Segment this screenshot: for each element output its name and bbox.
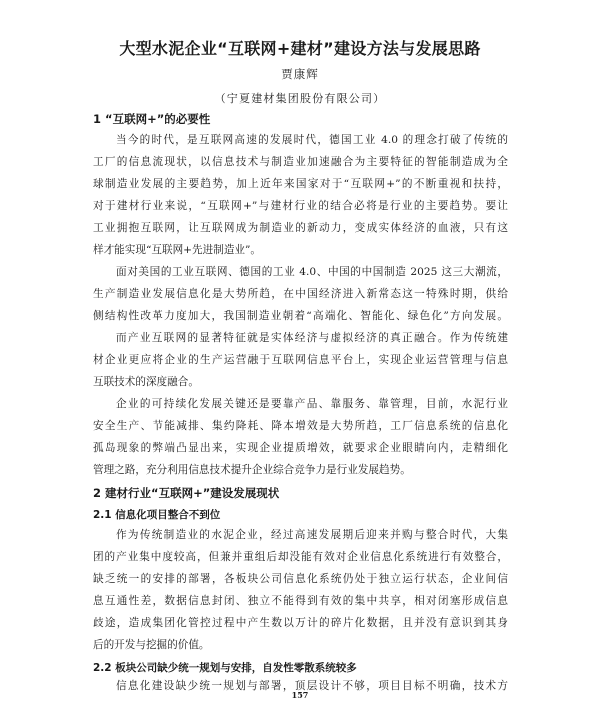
paragraph-line: 工业拥抱互联网，让互联网成为制造业的新动力，变成实体经济的血液，只有这 bbox=[93, 222, 508, 234]
subsection-2-2-heading: 2.2 板块公司缺少统一规划与安排，自发性零散系统较多 bbox=[93, 662, 357, 674]
paragraph-line: 作为传统制造业的水泥企业，经过高速发展期后迎来并购与整合时代，大集 bbox=[116, 529, 508, 541]
paragraph-line: 歧途，造成集团化管控过程中产生数以万计的碎片化数据，且并没有意识到其身 bbox=[93, 617, 508, 629]
paragraph-line: 信息化建设缺少统一规划与部署，顶层设计不够，项目目标不明确，技术方 bbox=[116, 680, 508, 692]
paragraph-line: 对于建材行业来说，“互联网+”与建材行业的结合必将是行业的主要趋势。要让 bbox=[93, 200, 508, 212]
paragraph-line: 管理之路，充分利用信息技术提升企业综合竞争力是行业发展趋势。 bbox=[93, 464, 411, 476]
paragraph-line: 侧结构性改革力度加大，我国制造业朝着“高端化、智能化、绿色化”方向发展。 bbox=[93, 310, 508, 322]
paragraph-line: 当今的时代，是互联网高速的发展时代，德国工业 4.0 的理念打破了传统的 bbox=[116, 134, 508, 146]
paragraph-line: 后的开发与挖掘的价值。 bbox=[93, 639, 210, 651]
paragraph-line: 而产业互联网的显著特征就是实体经济与虚拟经济的真正融合。作为传统建 bbox=[116, 332, 508, 344]
paragraph-line: 样才能实现“互联网+先进制造业”。 bbox=[93, 244, 262, 256]
paragraph-line: 面对美国的工业互联网、德国的工业 4.0、中国的中国制造 2025 这三大潮流， bbox=[116, 266, 508, 278]
paper-title: 大型水泥企业“互联网+建材”建设方法与发展思路 bbox=[119, 39, 481, 58]
paragraph-line: 安全生产、节能减排、集约降耗、降本增效是大势所趋，工厂信息系统的信息化 bbox=[93, 420, 508, 432]
section-1-heading: 1 “互联网+”的必要性 bbox=[93, 112, 211, 126]
paragraph-line: 缺乏统一的安排的部署，各板块公司信息化系统仍处于独立运行状态，企业间信 bbox=[93, 573, 508, 585]
paragraph-line: 生产制造业发展信息化是大势所趋，在中国经济进入新常态这一特殊时期，供给 bbox=[93, 288, 508, 300]
paragraph-line: 互联技术的深度融合。 bbox=[93, 376, 199, 388]
author-affiliation: （宁夏建材集团股份有限公司） bbox=[214, 92, 386, 105]
paragraph-line: 息互通性差，数据信息封闭、独立不能得到有效的集中共享，相对闭塞形成信息 bbox=[93, 595, 508, 607]
paragraph-line: 球制造业发展的主要趋势，加上近年来国家对于“互联网+”的不断重视和扶持， bbox=[93, 178, 508, 190]
page-number: 157 bbox=[291, 690, 309, 700]
author-name: 贾康辉 bbox=[281, 67, 319, 81]
paragraph-line: 团的产业集中度较高，但兼并重组后却没能有效对企业信息化系统进行有效整合， bbox=[93, 551, 508, 563]
paragraph-line: 孤岛现象的弊端凸显出来，实现企业提质增效，就要求企业眼睛向内，走精细化 bbox=[93, 442, 508, 454]
section-2-heading: 2 建材行业“互联网+”建设发展现状 bbox=[93, 486, 280, 500]
subsection-2-1-heading: 2.1 信息化项目整合不到位 bbox=[93, 509, 221, 521]
paragraph-line: 工厂的信息流现状，以信息技术与制造业加速融合为主要特征的智能制造成为全 bbox=[93, 156, 508, 168]
paragraph-line: 企业的可持续化发展关键还是要靠产品、靠服务、靠管理，目前，水泥行业 bbox=[116, 398, 508, 410]
paragraph-line: 材企业更应将企业的生产运营融于互联网信息平台上，实现企业运营管理与信息 bbox=[93, 354, 508, 366]
